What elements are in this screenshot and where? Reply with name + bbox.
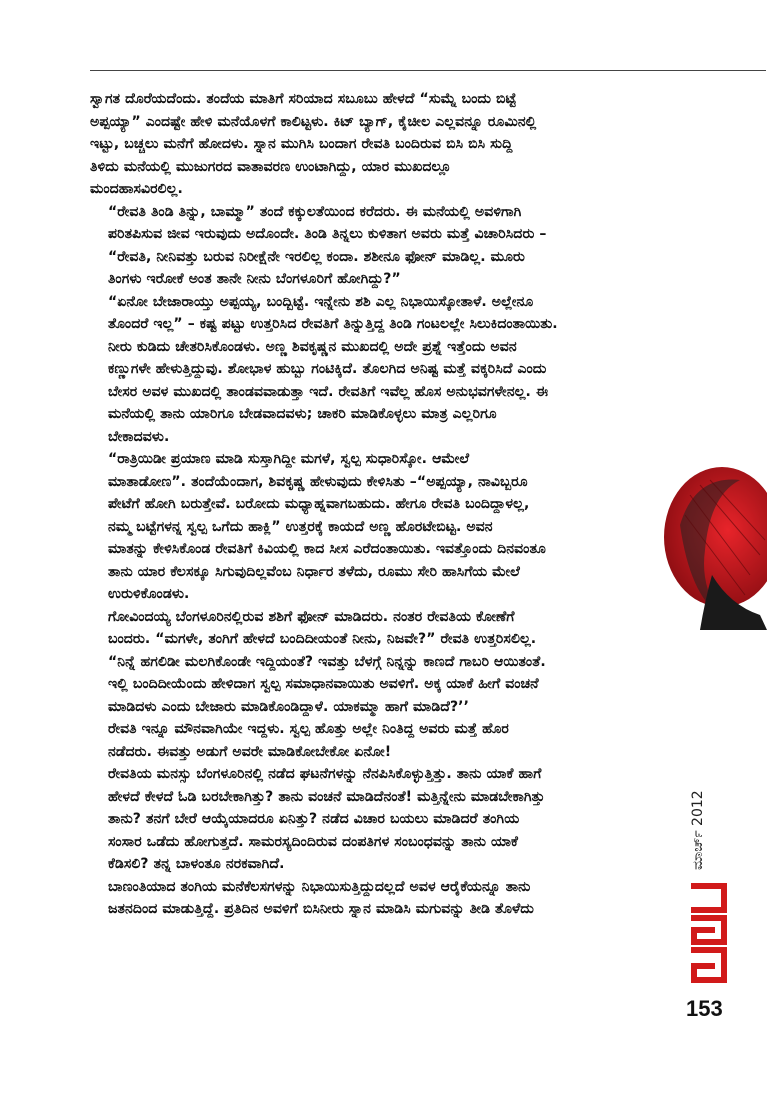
text-line: ಇಟ್ಟು, ಬಚ್ಚಲು ಮನೆಗೆ ಹೋದಳು. ಸ್ನಾನ ಮುಗಿಸಿ ಬಂದಾಗ ರೇವತಿ ಬಂದಿರುವ ಬಿಸಿ ಬಿಸಿ ಸುದ್ದಿ	[90, 136, 513, 152]
text-line: ಪರಿತಪಿಸುವ ಜೀವ ಇರುವುದು ಅದೊಂದೇ. ತಿಂಡಿ ತಿನ್ನಲು ಕುಳಿತಾಗ ಅವರು ಮತ್ತೆ ವಿಚಾರಿಸಿದರು –	[108, 226, 547, 242]
text-line: ತಿಳಿದು ಮನೆಯಲ್ಲಿ ಮುಜುಗರದ ವಾತಾವರಣ ಉಂಟಾಗಿದ್ದು, ಯಾರ ಮುಖದಲ್ಲೂ	[90, 158, 452, 175]
text-line: ಬಂದರು. “ಮಗಳೇ, ತಂಗಿಗೆ ಹೇಳದೆ ಬಂದಿದೀಯಂತೆ ನೀನು, ನಿಜವೇ?” ರೇವತಿ ಉತ್ತರಿಸಲಿಲ್ಲ.	[108, 631, 537, 647]
text-line: ಮನೆಯಲ್ಲಿ ತಾನು ಯಾರಿಗೂ ಬೇಡವಾದವಳು; ಚಾಕರಿ ಮಾಡಿಕೊಳ್ಳಲು ಮಾತ್ರ ಎಲ್ಲರಿಗೂ	[108, 406, 497, 422]
text-line: ಮಾಡಿದಳು ಎಂದು ಬೇಜಾರು ಮಾಡಿಕೊಂಡಿದ್ದಾಳೆ. ಯಾಕಮ್ಮಾ ಹಾಗೆ ಮಾಡಿದೆ?’’	[108, 698, 470, 715]
page-number: 153	[686, 996, 723, 1021]
text-line: ನಮ್ಮ ಬಟ್ಟೆಗಳನ್ನ ಸ್ವಲ್ಪ ಒಗೆದು ಹಾಕ್ಲಿ” ಉತ್ತರಕ್ಕೆ ಕಾಯದೆ ಅಣ್ಣ ಹೊರಟೇಬಿಟ್ಟ. ಅವನ	[108, 518, 493, 535]
text-line: ಮಂದಹಾಸವಿರಲಿಲ್ಲ.	[90, 181, 183, 197]
article-body	[90, 88, 690, 921]
text-line: ಜತನದಿಂದ ಮಾಡುತ್ತಿದ್ದೆ. ಪ್ರತಿದಿನ ಅವಳಿಗೆ ಬಿಸಿನೀರು ಸ್ನಾನ ಮಾಡಿಸಿ ಮಗುವನ್ನು ತೀಡಿ ತೊಳೆದು	[108, 901, 534, 917]
text-line: ತಿಂಗಳು ಇರೋಕೆ ಅಂತ ತಾನೇ ನೀನು ಬೆಂಗಳೂರಿಗೆ ಹೋಗಿದ್ದು?”	[108, 271, 401, 287]
text-line: ಹೇಳದೆ ಕೇಳದೆ ಓಡಿ ಬರಬೇಕಾಗಿತ್ತು? ತಾನು ವಂಚನೆ ಮಾಡಿದೆನಂತೆ! ಮತ್ತಿನ್ನೇನು ಮಾಡಬೇಕಾಗಿತ್ತು	[108, 788, 545, 805]
text-line: ಅಪ್ಪಯ್ಯಾ” ಎಂದಷ್ಟೇ ಹೇಳಿ ಮನೆಯೊಳಗೆ ಕಾಲಿಟ್ಟಳು. ಕಿಟ್ ಬ್ಯಾಗ್, ಕೈಚೀಲ ಎಲ್ಲವನ್ನೂ ರೂಮಿನಲ್ಲಿ	[90, 113, 537, 130]
text-line: ಸ್ವಾಗತ ದೊರೆಯದೆಂದು. ತಂದೆಯ ಮಾತಿಗೆ ಸರಿಯಾದ ಸಬೂಬು ಹೇಳದೆ “ಸುಮ್ನೆ ಬಂದು ಬಿಟ್ಟೆ	[90, 91, 517, 107]
text-line: ರೇವತಿ ಇನ್ನೂ ಮೌನವಾಗಿಯೇ ಇದ್ದಳು. ಸ್ವಲ್ಪ ಹೊತ್ತು ಅಲ್ಲೇ ನಿಂತಿದ್ದ ಅವರು ಮತ್ತೆ ಹೊರ	[108, 721, 509, 737]
text-line: ಇಲ್ಲಿ ಬಂದಿದೀಯೆಂದು ಹೇಳಿದಾಗ ಸ್ವಲ್ಪ ಸಮಾಧಾನವಾಯಿತು ಅವಳಿಗೆ. ಅಕ್ಕ ಯಾಕೆ ಹೀಗೆ ವಂಚನೆ	[108, 676, 539, 692]
text-line: ಪೇಟೆಗೆ ಹೋಗಿ ಬರುತ್ತೇವೆ. ಬರೋದು ಮಧ್ಯಾಹ್ನವಾಗಬಹುದು. ಹೇಗೂ ರೇವತಿ ಬಂದಿದ್ದಾಳಲ್ಲ,	[108, 496, 530, 512]
text-line: ನಡೆದರು. ಈವತ್ತು ಅಡುಗೆ ಅವರೇ ಮಾಡಿಕೋಬೇಕೋ ಏನೋ!	[108, 743, 392, 760]
text-line: ತಾನು? ತನಗೆ ಬೇರೆ ಆಯ್ಕೆಯಾದರೂ ಏನಿತ್ತು? ನಡೆದ ವಿಚಾರ ಬಯಲು ಮಾಡಿದರೆ ತಂಗಿಯ	[108, 811, 520, 827]
text-line: ಕಣ್ಣುಗಳೇ ಹೇಳುತ್ತಿದ್ದುವು. ಶೋಭಾಳ ಹುಬ್ಬು ಗಂಟಿಕ್ಕಿದೆ. ತೊಲಗಿದ ಅನಿಷ್ಟ ಮತ್ತೆ ವಕ್ಕರಿಸಿದೆ ಎಂದು	[108, 361, 547, 377]
paragraph	[90, 763, 690, 876]
paragraph	[90, 246, 690, 291]
text-line: “ನಿನ್ನೆ ಹಗಲಿಡೀ ಮಲಗಿಕೊಂಡೇ ಇದ್ದಿಯಂತೆ? ಇವತ್ತು ಬೆಳಗ್ಗೆ ನಿನ್ನನ್ನು ಕಾಣದೆ ಗಾಬರಿ ಆಯಿತಂತೆ.	[108, 653, 546, 670]
paragraph	[90, 448, 690, 606]
text-line: ನೀರು ಕುಡಿದು ಚೇತರಿಸಿಕೊಂಡಳು. ಅಣ್ಣ ಶಿವಕೃಷ್ಣನ ಮುಖದಲ್ಲಿ ಅದೇ ಪ್ರಶ್ನೆ ಇತ್ತೆಂದು ಅವನ	[108, 338, 517, 355]
text-line: ತಾನು ಯಾರ ಕೆಲಸಕ್ಕೂ ಸಿಗುವುದಿಲ್ಲವೆಂಬ ನಿರ್ಧಾರ ತಳೆದು, ರೂಮು ಸೇರಿ ಹಾಸಿಗೆಯ ಮೇಲೆ	[108, 563, 520, 580]
text-line: ಸಂಸಾರ ಒಡೆದು ಹೋಗುತ್ತದೆ. ಸಾಮರಸ್ಯದಿಂದಿರುವ ದಂಪತಿಗಳ ಸಂಬಂಧವನ್ನು ತಾನು ಯಾಕೆ	[108, 833, 518, 850]
paragraph	[90, 201, 690, 246]
paragraph	[90, 88, 690, 201]
text-line: “ರಾತ್ರಿಯಿಡೀ ಪ್ರಯಾಣ ಮಾಡಿ ಸುಸ್ತಾಗಿದ್ದೀ ಮಗಳೆ, ಸ್ವಲ್ಪ ಸುಧಾರಿಸ್ಕೋ. ಆಮೇಲೆ	[108, 451, 470, 467]
text-line: ರೇವತಿಯ ಮನಸ್ಸು ಬೆಂಗಳೂರಿನಲ್ಲಿ ನಡೆದ ಘಟನೆಗಳನ್ನು ನೆನಪಿಸಿಕೊಳ್ಳುತ್ತಿತ್ತು. ತಾನು ಯಾಕೆ ಹಾಗೆ	[108, 766, 542, 782]
text-line: ಮಾತನ್ನು ಕೇಳಿಸಿಕೊಂಡ ರೇವತಿಗೆ ಕಿವಿಯಲ್ಲಿ ಕಾದ ಸೀಸ ಎರೆದಂತಾಯಿತು. ಇವತ್ತೊಂದು ದಿನವಂತೂ	[108, 541, 546, 557]
text-line: ಬಾಣಂತಿಯಾದ ತಂಗಿಯ ಮನೆಕೆಲಸಗಳನ್ನು ನಿಭಾಯಿಸುತ್ತಿದ್ದುದಲ್ಲದೆ ಅವಳ ಆರೈಕೆಯನ್ನೂ ತಾನು	[108, 878, 531, 895]
magazine-logo	[688, 880, 730, 990]
paragraph	[90, 291, 690, 449]
paragraph	[90, 651, 690, 719]
top-rule	[90, 70, 766, 71]
text-line: ಬೇಕಾದವಳು.	[108, 428, 170, 445]
issue-month-year: ಮಾರ್ಚ್ 2012	[690, 790, 706, 870]
text-line: “ಏನೋ ಬೇಜಾರಾಯ್ತು ಅಪ್ಪಯ್ಯ, ಬಂದ್ಬಿಟ್ಟೆ. ಇನ್ನೇನು ಶಶಿ ಎಲ್ಲ ನಿಭಾಯಿಸ್ಕೋತಾಳೆ. ಅಲ್ಲೇನೂ	[108, 293, 534, 310]
text-line: “ರೇವತಿ, ನೀನಿವತ್ತು ಬರುವ ನಿರೀಕ್ಷೆನೇ ಇರಲಿಲ್ಲ ಕಂದಾ. ಶಶೀನೂ ಫೋನ್ ಮಾಡಿಲ್ಲ. ಮೂರು	[108, 248, 525, 265]
text-line: ಗೋವಿಂದಯ್ಯ ಬೆಂಗಳೂರಿನಲ್ಲಿರುವ ಶಶಿಗೆ ಫೋನ್ ಮಾಡಿದರು. ನಂತರ ರೇವತಿಯ ಕೋಣೆಗೆ	[108, 608, 515, 625]
text-line: ಮಾತಾಡೋಣ”. ತಂದೆಯೆಂದಾಗ, ಶಿವಕೃಷ್ಣ ಹೇಳುವುದು ಕೇಳಿಸಿತು –“ಅಪ್ಪಯ್ಯಾ, ನಾವಿಬ್ಬರೂ	[108, 473, 528, 490]
text-line: “ರೇವತಿ ತಿಂಡಿ ತಿನ್ನು, ಬಾಮ್ಮಾ” ತಂದೆ ಕಕ್ಕುಲತೆಯಿಂದ ಕರೆದರು. ಈ ಮನೆಯಲ್ಲಿ ಅವಳಿಗಾಗಿ	[108, 203, 522, 220]
text-line: ಉರುಳಿಕೊಂಡಳು.	[108, 586, 190, 602]
paragraph	[90, 606, 690, 651]
illustration-figure	[650, 455, 767, 630]
text-line: ಕೆಡಿಸಲಿ? ತನ್ನ ಬಾಳಂತೂ ನರಕವಾಗಿದೆ.	[108, 856, 285, 872]
text-line: ತೊಂದರೆ ಇಲ್ಲ” – ಕಷ್ಟ ಪಟ್ಟು ಉತ್ತರಿಸಿದ ರೇವತಿಗೆ ತಿನ್ನುತ್ತಿದ್ದ ತಿಂಡಿ ಗಂಟಲಲ್ಲೇ ಸಿಲುಕಿದಂತಾಯಿತು.	[108, 316, 558, 332]
text-line: ಬೇಸರ ಅವಳ ಮುಖದಲ್ಲಿ ತಾಂಡವವಾಡುತ್ತಾ ಇದೆ. ರೇವತಿಗೆ ಇವೆಲ್ಲ ಹೊಸ ಅನುಭವಗಳೇನಲ್ಲ. ಈ	[108, 383, 549, 400]
paragraph	[90, 718, 690, 763]
paragraph	[90, 876, 690, 921]
